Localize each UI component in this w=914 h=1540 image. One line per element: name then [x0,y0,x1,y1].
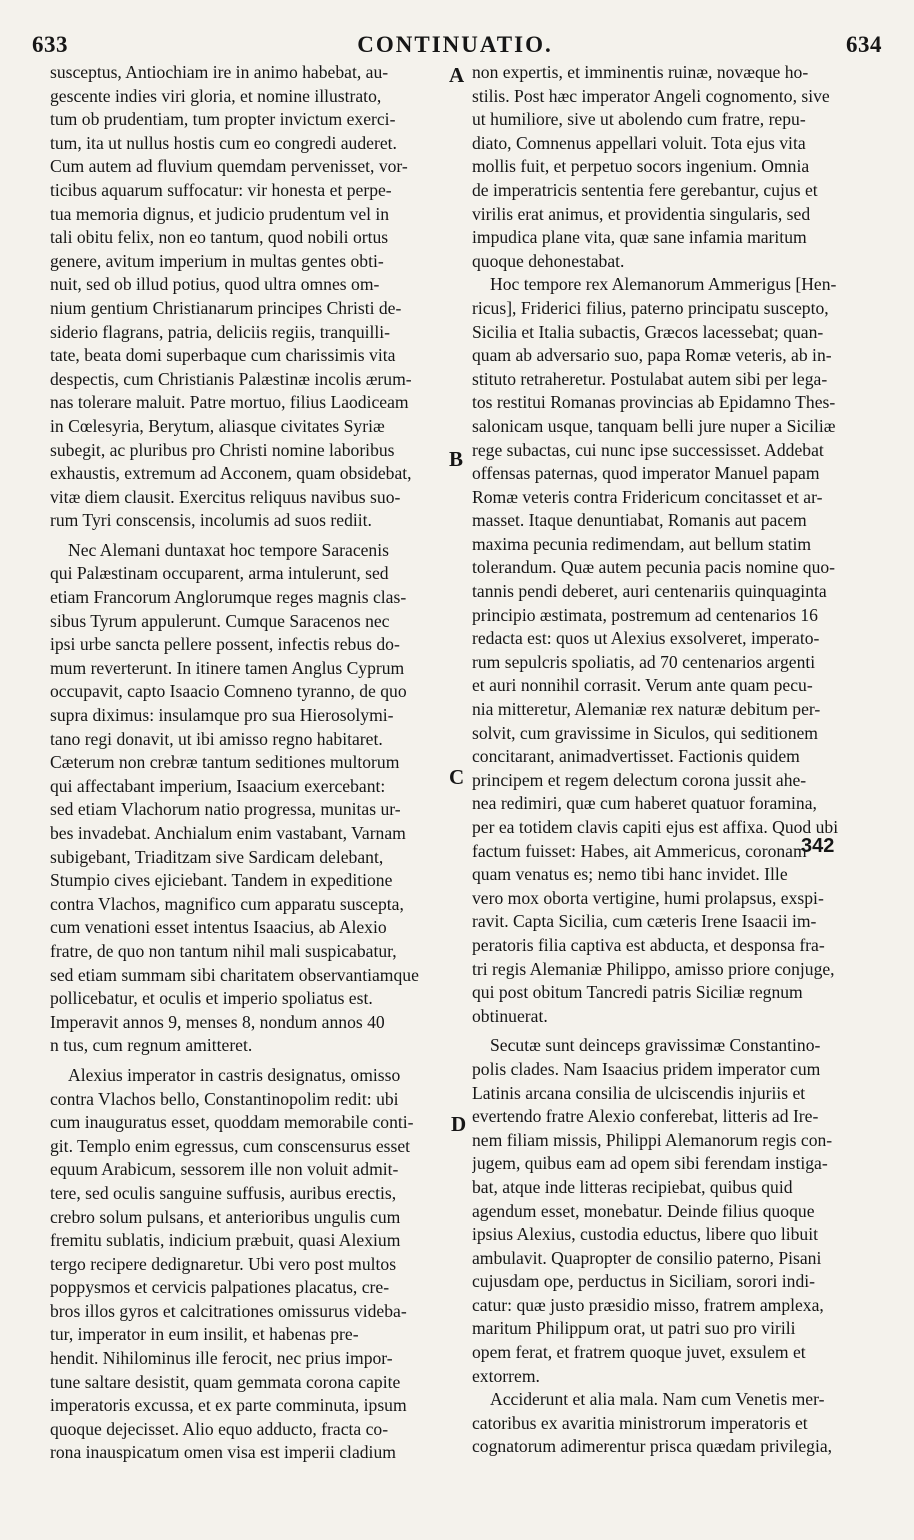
left-column-text-line: sibus Tyrum appulerunt. Cumque Saracenos nec [50,610,390,631]
right-column-text-line: stituto retraheretur. Postulabat autem sibi per lega- [472,368,828,389]
left-column-text-line: rona inauspicatum omen visa est imperii cladium [50,1442,396,1463]
left-column-text-line: etiam Francorum Anglorumque reges magnis clas- [50,587,407,608]
left-column-text-line: qui Palæstinam occuparent, arma intulerunt, sed [50,563,389,584]
left-column-text-line: tur, imperator in eum insilit, et habenas pre- [50,1324,359,1345]
left-column-text-line: tua memoria dignus, et judicio prudentum vel in [50,203,390,224]
left-column-text-line: in Cœlesyria, Berytum, aliasque civitates Syriæ [50,415,385,436]
right-column-text-line: jugem, quibus eam ad opem sibi ferendam instiga- [472,1153,828,1174]
right-column-text-line: quam ab adversario suo, papa Romæ veteris, ab in- [472,345,832,366]
left-column-text-line: subegit, ac pluribus pro Christi nomine laboribus [50,439,395,460]
right-column-text-line: Secutæ sunt deinceps gravissimæ Constantino- [490,1035,821,1056]
right-column [472,61,884,1459]
right-column-text-line: masset. Itaque denuntiabat, Romanis aut pacem [472,510,807,531]
right-column-text-line: polis clades. Nam Isaacius pridem imperator cum [472,1058,821,1079]
left-column-text-line: despectis, cum Christianis Palæstinæ incolis ærum- [50,368,412,389]
right-column-text-line: peratoris filia captiva est abducta, et desponsa fra- [472,934,825,955]
right-column-text-line: tannis pendi deberet, auri centenariis quinquaginta [472,581,827,602]
page-number-right: 634 [846,32,882,57]
left-column-text-line: tano regi donavit, ut ibi amisso regno habitaret. [50,728,383,749]
left-column-text-line: hendit. Nihilominus ille ferocit, nec prius impor- [50,1348,393,1369]
left-column-text-line: tergo recipere dedignaretur. Ubi vero post multos [50,1253,397,1274]
right-column-text-line: tos restitui Romanas provincias ab Epidamno Thes- [472,392,836,413]
left-column-text-line: genere, avitum imperium in multas gentes obti- [50,250,384,271]
margin-reference-number: 342 [801,835,835,857]
left-column-text-line: tali obitu felix, non eo tantum, quod nobili ortus [50,227,389,248]
left-column-text-line: qui affectabant imperium, Isaacium exercebant: [50,775,386,796]
page-header [28,32,882,62]
running-title: CONTINUATIO. [357,32,553,57]
section-marker-b: B [449,447,464,471]
right-column-text-line: Hoc tempore rex Alemanorum Ammerigus [Hen- [490,274,837,295]
left-column-text-line: crebro solum pulsans, et anterioribus ungulis cum [50,1206,401,1227]
left-column-text-line: fremitu sublatis, indicium præbuit, quasi Alexium [50,1230,401,1251]
right-column-text-line: qui post obitum Tancredi patris Siciliæ regnum [472,982,803,1003]
right-column-text-line: bat, atque inde litteras recipiebat, quibus quid [472,1176,793,1197]
left-column-text-line: Cum autem ad fluvium quemdam pervenisset, vor- [50,156,408,177]
right-column-text-line: obtinuerat. [472,1005,548,1026]
right-column-text-line: stilis. Post hæc imperator Angeli cognomento, sive [472,85,830,106]
left-column-text-line: bes invadebat. Anchialum enim vastabant, Varnam [50,823,406,843]
left-column-text-line: sed etiam Vlachorum natio progressa, munitas ur- [50,799,401,820]
left-column-text-line: tate, beata domi superbaque cum charissimis vita [50,345,396,366]
right-column-text-line: maritum Philippum orat, ut patri suo pro virili [472,1318,796,1339]
left-column-text-line: Stumpio cives ejiciebant. Tandem in expeditione [50,870,393,891]
right-column-text-line: Romæ veteris contra Fridericum concitasset et ar- [472,486,823,507]
right-column-text-line: solvit, cum gravissime in Siculos, qui seditionem [472,722,818,743]
right-column-text-line: Sicilia et Italia subactis, Græcos lacessebat; quan- [472,321,824,342]
right-column-text-line: non expertis, et imminentis ruinæ, novæque ho- [472,62,809,82]
right-column-text-line: concitarant, animadvertisset. Factionis quidem [472,746,800,767]
left-column-text-line: susceptus, Antiochiam ire in animo habebat, au- [50,62,389,82]
right-column-text-line: cujusdam ope, perductus in Siciliam, sorori indi- [472,1271,816,1292]
left-column-text-line: tere, sed oculis sanguine suffusis, auribus erectis, [50,1182,397,1203]
right-column-text-line: tri regis Alemaniæ Philippo, amisso priore conjuge, [472,958,835,979]
right-column-text-line: impudica plane vita, quæ sane infamia maritum [472,227,807,248]
left-column-text-line: tum, ita ut nullus hostis cum eo congredi auderet. [50,132,397,153]
left-column-text-line: pollicebatur, et oculis et imperio spoliatus est. [50,988,373,1009]
right-column-text-line: ut humiliore, sive ut abolendo cum fratre, repu- [472,109,806,130]
right-column-text-line: quoque dehonestabat. [472,250,625,271]
left-column-text-line: occupavit, capto Isaacio Comneno tyranno, de quo [50,681,407,702]
left-column-text-line: Cæterum non crebræ tantum seditiones multorum [50,752,400,773]
right-column-text-line: factum fuisset: Habes, ait Ammericus, coronam [472,840,807,861]
left-column-text-line: n tus, cum regnum amitteret. [50,1035,253,1056]
left-column-text-line: tum ob prudentiam, tum propter invictum exerci- [50,109,396,130]
right-column-text-line: principio æstimata, postremum ad centenarios 16 [472,604,818,625]
right-column-text-line: tolerandum. Quæ autem pecunia pacis nomine quo- [472,557,836,578]
right-column-text-line: principem et regem delectum corona jussit ahe- [472,769,807,790]
right-column-text-line: salonicam usque, tanquam belli jure nuper a Siciliæ [472,415,836,436]
left-column-text-line: siderio flagrans, patria, deliciis regiis, tranquilli- [50,321,391,342]
left-column-text-line: cum inauguratus esset, quoddam memorabile conti- [50,1112,414,1133]
right-column-text-line: rum sepulcris spoliatis, ad 70 centenarios argenti [472,651,816,672]
right-column-text-line: de imperatricis sententia fere gerebantur, cujus et [472,179,818,200]
left-column-text-line: git. Templo enim egressus, cum conscensurus esset [50,1135,411,1156]
left-column-text-line: ticibus aquarum suffocatur: vir honesta et perpe- [50,179,392,200]
right-column-text-line: offensas paternas, quod imperator Manuel papam [472,463,820,484]
left-column-text-line: nas tolerare maluit. Patre mortuo, filius Laodiceam [50,392,409,413]
right-column-text-line: ravit. Capta Sicilia, cum cæteris Irene Isaacii im- [472,911,817,932]
left-column-text-line: cum venationi esset intentus Isaacius, ab Alexio [50,917,387,938]
right-column-text-line: rege subactas, cui nunc ipse successisset. Addebat [472,439,824,460]
left-column-text-line: nium gentium Christianarum principes Christi de- [50,297,402,318]
left-column-text-line: tune saltare desistit, quam gemmata corona capite [50,1371,401,1392]
left-column-text-line: imperatoris excussa, et ex parte comminuta, ipsum [50,1395,407,1416]
left-column-text-line: quoque dejecisset. Alio equo adducto, fracta co- [50,1418,389,1439]
left-column-text-line: supra diximus: insulamque pro sua Hierosolymi- [50,705,394,726]
right-column-text-line: redacta est: quos ut Alexius exsolveret, imperato- [472,628,820,649]
left-column-text-line: fratre, de quo non tantum nihil mali suspicabatur, [50,940,397,961]
right-column-text-line: nem filiam missis, Philippi Alemanorum regis con- [472,1129,833,1150]
right-column-text-line: Acciderunt et alia mala. Nam cum Venetis mer- [490,1389,825,1410]
left-column-text-line: gescente indies viri gloria, et nomine illustrato, [50,85,382,106]
left-column-text-line: sed etiam summam sibi charitatem observantiamque [50,964,419,985]
right-column-text-line: maxima pecunia redimendam, aut bellum statim [472,533,812,554]
right-column-text-line: Latinis arcana consilia de ulciscendis injuriis et [472,1082,806,1103]
page-number-left: 633 [32,32,68,57]
right-column-text-line: mollis fuit, et perpetuo socors ingenium. Omnia [472,156,810,177]
section-marker-a: A [449,63,465,87]
left-column-text-line: ipsi urbe sancta pellere possent, infectis rebus do- [50,634,400,655]
right-column-text-line: diato, Comnenus appellari voluit. Tota ejus vita [472,132,806,153]
left-column-text-line: rum Tyri conscensis, incolumis ad suos rediit. [50,510,372,531]
right-column-text-line: ambulavit. Quapropter de consilio paterno, Pisani [472,1247,822,1268]
right-column-text-line: ipsius Alexius, custodia eductus, libere quo libuit [472,1224,818,1245]
left-column-text-line: exhaustis, extremum ad Acconem, quam obsidebat, [50,463,412,484]
section-marker-c: C [449,765,465,789]
right-column-text-line: catoribus ex avaritia ministrorum imperatoris et [472,1412,808,1433]
right-column-text-line: catur: quæ justo præsidio misso, fratrem amplexa, [472,1294,824,1315]
right-column-text-line: extorrem. [472,1365,540,1386]
right-column-text-line: ricus], Friderici filius, paterno principatu suscepto, [472,297,829,318]
left-column-text-line: bros illos gyros et calcitrationes omissurus videba- [50,1300,407,1321]
left-column-text-line: nuit, sed ob illud potius, quod ultra omnes om- [50,274,380,295]
right-column-text-line: quam venatus es; nemo tibi hanc invidet. Ille [472,864,788,885]
right-column-text-line: nia mitteretur, Alemaniæ rex naturæ debitum per- [472,699,821,720]
left-column-text-line: vitæ diem clausit. Exercitus reliquus navibus suo- [50,486,401,507]
right-column-text-line: opem ferat, et fratrem quoque juvet, exsulem et [472,1342,806,1363]
left-column-text-line: contra Vlachos bello, Constantinopolim redit: ubi [50,1088,399,1109]
left-column-text-line: mum reverterunt. In itinere tamen Anglus Cyprum [50,657,405,678]
left-column-text-line: Alexius imperator in castris designatus, omisso [68,1064,401,1085]
right-column-text-line: et auri nonnihil corrasit. Verum ante quam pecu- [472,675,813,696]
left-column [50,61,446,1465]
left-column-text-line: Nec Alemani duntaxat hoc tempore Saracenis [68,539,389,560]
right-column-text-line: virilis erat animus, et providentia singularis, sed [472,203,811,224]
section-marker-d: D [451,1112,467,1136]
right-column-text-line: nea redimiri, quæ cum haberet quatuor foramina, [472,793,817,814]
left-column-text-line: equum Arabicum, sessorem ille non voluit admit- [50,1159,399,1180]
right-column-text-line: cognatorum adimerentur prisca quædam privilegia, [472,1436,833,1457]
left-column-text-line: Imperavit annos 9, menses 8, nondum annos 40 [50,1011,385,1032]
right-column-text-line: vero mox oborta vertigine, humi prolapsus, exspi- [472,887,824,908]
left-column-text-line: contra Vlachos, magnifico cum apparatu suscepta, [50,893,404,914]
right-column-text-line: agendum esset, monebatur. Deinde filius quoque [472,1200,815,1221]
right-column-text-line: evertendo fratre Alexio conferebat, litteris ad Ire- [472,1106,819,1127]
left-column-text-line: poppysmos et cervicis palpationes placatus, cre- [50,1277,390,1298]
right-column-text-line: per ea totidem clavis capiti ejus est affixa. Quod ubi [472,817,839,837]
left-column-text-line: subigebant, Triaditzam sive Sardicam delebant, [50,846,384,867]
